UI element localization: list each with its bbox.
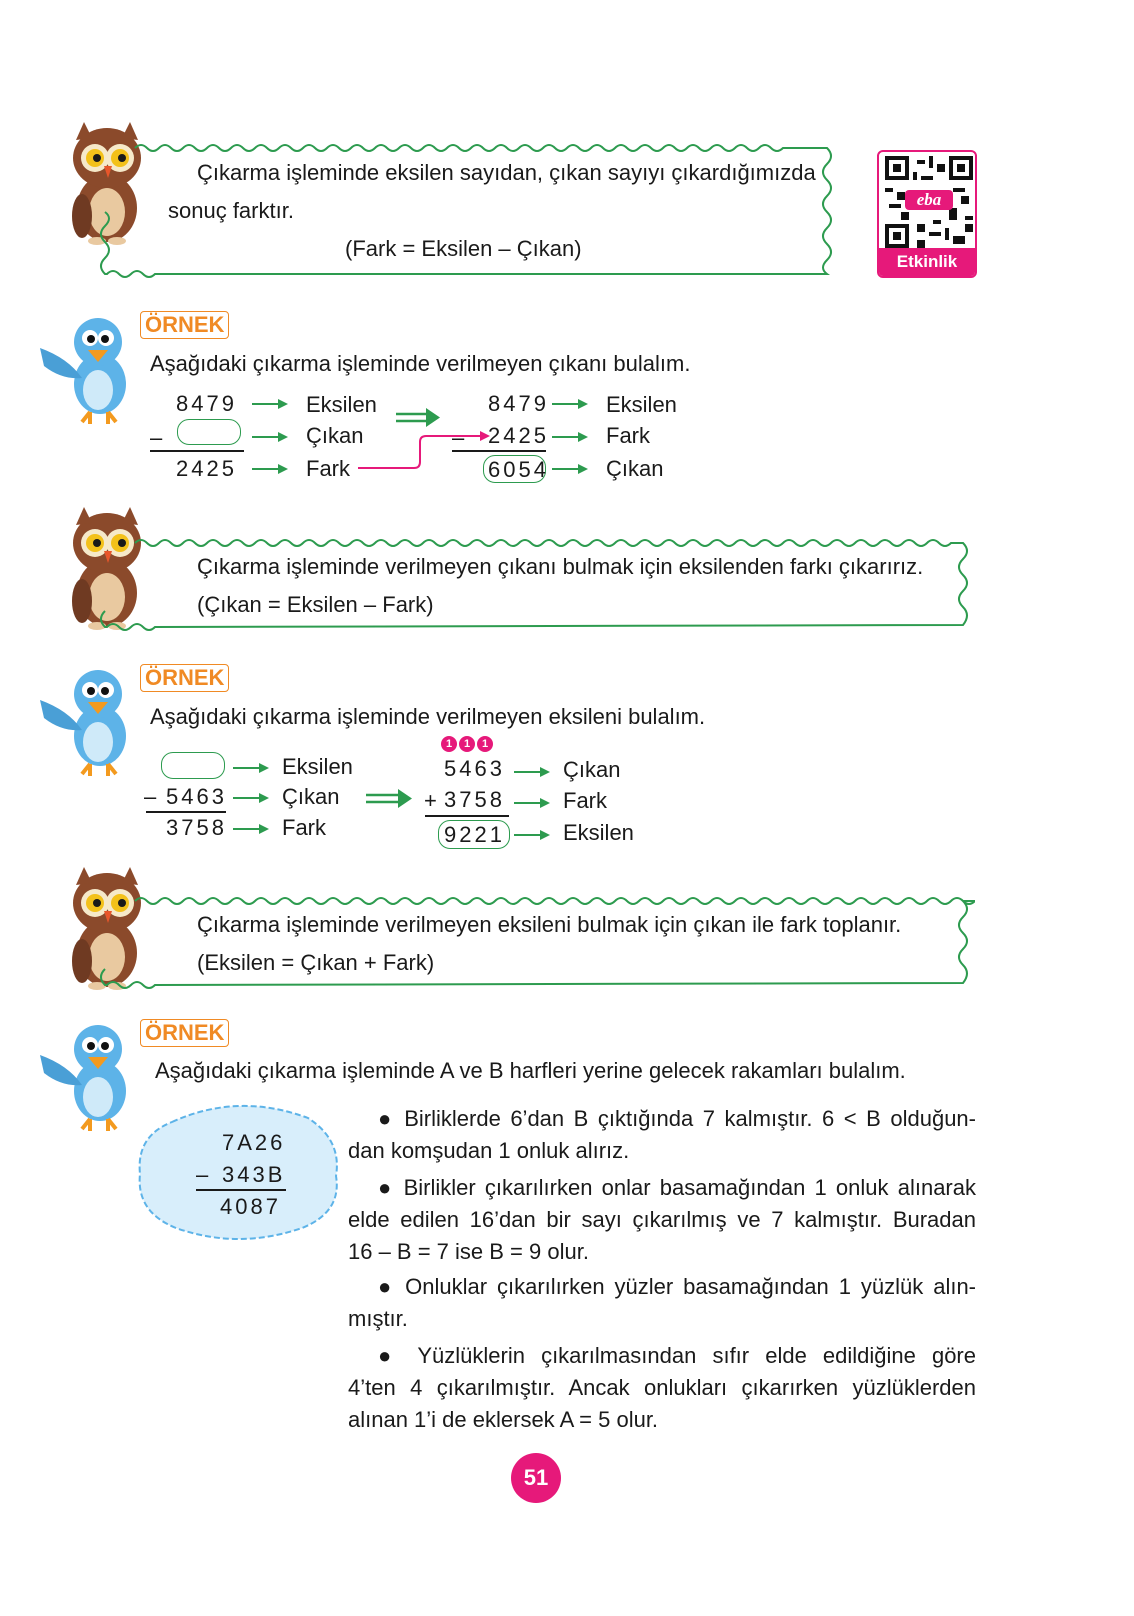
bullet-text: elde edilen 16’dan bir sayı çıkarılmış ve 7 kalmıştır. Buradan	[348, 1207, 976, 1232]
arrow-right-icon	[552, 431, 588, 443]
box2-line1: Çıkarma işleminde verilmeyen çıkanı bulmak için eksilenden farkı çıkarırız.	[197, 554, 924, 579]
box1-line2: sonuç farktır.	[168, 198, 294, 223]
bullet-paragraph	[348, 1103, 976, 1167]
label-cikan: Çıkan	[606, 456, 664, 481]
bird-mascot-icon	[38, 660, 138, 780]
ex1-right-mid: 2425	[488, 423, 549, 448]
bullet-text: dan komşudan 1 onluk alırız.	[348, 1138, 630, 1163]
bullet-text: 4’ten 4 çıkarılmıştır. Ancak onlukları çıkarırken yüzlüklerden	[348, 1375, 976, 1400]
label-eksilen: Eksilen	[306, 392, 377, 417]
bullet-paragraph	[348, 1340, 976, 1436]
box3-formula: (Eksilen = Çıkan + Fark)	[197, 950, 435, 975]
ex1-left-top: 8479	[176, 391, 237, 416]
ex3-op-mid: 343B	[222, 1162, 286, 1187]
bullet-icon: ●	[378, 1343, 418, 1368]
bullet-icon: ●	[378, 1106, 405, 1131]
carry-mark: 1	[477, 736, 493, 752]
label-eksilen: Eksilen	[606, 392, 677, 417]
label-fark: Fark	[606, 423, 650, 448]
arrow-right-icon	[552, 398, 588, 410]
info-box-border	[95, 535, 975, 637]
eba-logo: eba	[905, 190, 953, 210]
ex1-right-result: 6054	[488, 457, 549, 482]
arrow-right-icon	[514, 797, 550, 809]
sum-line	[425, 815, 509, 817]
missing-value-box	[177, 419, 241, 445]
label-eksilen: Eksilen	[563, 820, 634, 845]
missing-value-box	[161, 752, 225, 779]
label-eksilen: Eksilen	[282, 754, 353, 779]
arrow-right-icon	[252, 431, 288, 443]
ex2-intro: Aşağıdaki çıkarma işleminde verilmeyen eksileni bulalım.	[150, 704, 706, 729]
bird-mascot-icon	[38, 1015, 138, 1135]
label-fark: Fark	[282, 815, 326, 840]
ex2-right-mid: 3758	[444, 787, 505, 812]
bullet-text: alınan 1’i de eklersek A = 5 olur.	[348, 1407, 659, 1432]
ex2-right-top: 5463	[444, 756, 505, 781]
ornek-label: ÖRNEK	[140, 664, 229, 692]
label-cikan: Çıkan	[563, 757, 621, 782]
bullet-icon: ●	[378, 1274, 406, 1299]
box1-formula: (Fark = Eksilen – Çıkan)	[345, 236, 582, 261]
qr-code[interactable]	[877, 150, 977, 278]
arrow-right-icon	[233, 823, 269, 835]
label-cikan: Çıkan	[282, 784, 340, 809]
ex3-op-result: 4087	[220, 1194, 281, 1219]
bullet-icon: ●	[378, 1175, 404, 1200]
page-number: 51	[511, 1453, 561, 1503]
ex3-op-minus: –	[196, 1162, 212, 1187]
double-arrow-icon	[366, 789, 412, 809]
arrow-right-icon	[252, 463, 288, 475]
carry-mark: 1	[459, 736, 475, 752]
bird-mascot-icon	[38, 308, 138, 428]
bullet-text: Yüzlüklerin çıkarılmasından sıfır elde edildiğine göre	[417, 1343, 976, 1368]
bullet-paragraph	[348, 1172, 976, 1268]
ex1-intro: Aşağıdaki çıkarma işleminde verilmeyen çıkanı bulalım.	[150, 351, 691, 376]
ornek-label: ÖRNEK	[140, 1019, 229, 1047]
arrow-right-icon	[514, 766, 550, 778]
box1-line1: Çıkarma işleminde eksilen sayıdan, çıkan sayıyı çıkardığımızda	[197, 160, 816, 185]
sum-line	[452, 450, 546, 452]
ex1-right-minus: –	[452, 425, 468, 450]
bullet-text: Onluklar çıkarılırken yüzler basamağından 1 yüzlük alın-	[405, 1274, 977, 1299]
sum-line	[150, 450, 244, 452]
bullet-text: 16 – B = 7 ise B = 9 olur.	[348, 1239, 589, 1264]
arrow-right-icon	[514, 829, 550, 841]
ex1-left-bottom: 2425	[176, 456, 237, 481]
label-fark: Fark	[563, 788, 607, 813]
bullet-text: Birliklerde 6’dan B çıktığında 7 kalmıştır. 6 < B olduğun-	[404, 1106, 976, 1131]
bullet-paragraph	[348, 1271, 976, 1335]
ex2-left-mid: 5463	[166, 784, 227, 809]
sum-line	[146, 811, 226, 813]
ex2-left-bottom: 3758	[166, 815, 227, 840]
label-cikan: Çıkan	[306, 423, 364, 448]
info-box-border	[95, 893, 975, 995]
bullet-text: Birlikler çıkarılırken onlar basamağından 1 onluk alınarak	[403, 1175, 976, 1200]
arrow-right-icon	[552, 463, 588, 475]
box3-line1: Çıkarma işleminde verilmeyen eksileni bulmak için çıkan ile fark toplanır.	[197, 912, 902, 937]
bullet-text: mıştır.	[348, 1306, 408, 1331]
qr-label: Etkinlik	[879, 248, 975, 276]
arrow-right-icon	[233, 792, 269, 804]
ex2-right-plus: +	[424, 788, 440, 813]
carry-mark: 1	[441, 736, 457, 752]
arrow-right-icon	[252, 398, 288, 410]
ex3-op-top: 7A26	[222, 1130, 286, 1155]
arrow-right-icon	[233, 762, 269, 774]
double-arrow-icon	[396, 408, 440, 428]
ex2-left-minus: –	[144, 784, 160, 809]
ex1-right-top: 8479	[488, 391, 549, 416]
ex2-right-result: 9221	[444, 822, 505, 847]
label-fark: Fark	[306, 456, 350, 481]
box2-formula: (Çıkan = Eksilen – Fark)	[197, 592, 434, 617]
sum-line	[196, 1189, 286, 1191]
ex1-left-minus: –	[150, 425, 166, 450]
ornek-label: ÖRNEK	[140, 311, 229, 339]
ex3-intro: Aşağıdaki çıkarma işleminde A ve B harfleri yerine gelecek rakamları bulalım.	[155, 1058, 906, 1083]
